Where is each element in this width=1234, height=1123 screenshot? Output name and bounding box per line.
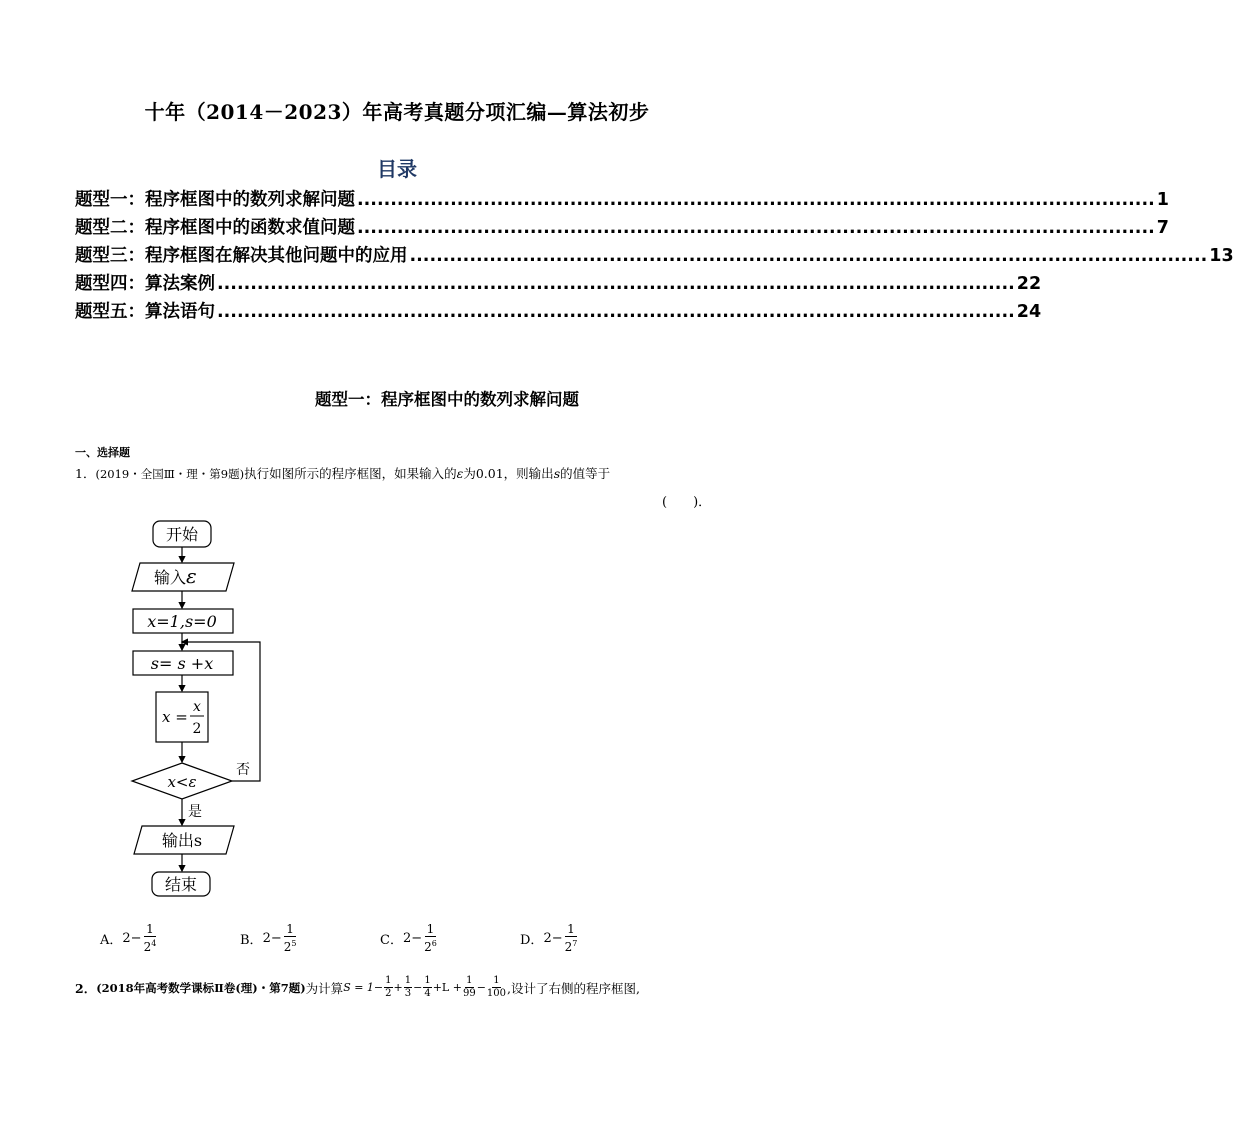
toc-item-label: 题型四：算法案例: [75, 274, 215, 294]
toc-item-page: 13: [1209, 246, 1234, 266]
toc-item-page: 22: [1016, 274, 1042, 294]
flowchart-update-x-den: 2: [192, 721, 202, 737]
toc-item-label: 题型二：程序框图中的函数求值问题: [75, 218, 355, 238]
flowchart-update-x-num: x: [193, 699, 201, 715]
question-2-text: 2． (2018年高考数学课标Ⅱ卷(理)・第7题) 为计算 S = 1− $\frac{1}{2}$ + $\frac{1}{3}$ − $\frac{1}{4}$ +L + $\frac{1}{99}$ − $\frac{1}{100}$ ,设计了右侧的程序框图,: [75, 975, 640, 999]
toc-item[interactable]: [75, 298, 1042, 326]
flowchart-yes-label: 是: [188, 804, 202, 820]
toc-heading: 目录: [377, 157, 417, 181]
flowchart-end-label: 结束: [164, 875, 198, 894]
option-a[interactable]: A． 2− $\frac{1}{2^4}$: [100, 922, 157, 954]
toc-item-page: 24: [1016, 302, 1042, 322]
flowchart-update-x-lhs: x =: [162, 708, 188, 726]
option-d[interactable]: D． 2− $\frac{1}{2^7}$: [520, 922, 578, 954]
question-source: (2019・全国Ⅲ・理・第9题): [95, 467, 245, 481]
toc-item-label: 题型五：算法语句: [75, 302, 215, 322]
table-of-contents: [75, 186, 1234, 326]
toc-item-page: 7: [1156, 218, 1169, 238]
epsilon-var: ε: [456, 466, 464, 481]
option-b[interactable]: B． 2− $\frac{1}{2^5}$: [240, 922, 297, 954]
question-1-text: [75, 464, 715, 482]
toc-item-page: 1: [1156, 190, 1169, 210]
question-number: 2．: [75, 980, 97, 996]
sum-lhs: S = 1−: [343, 981, 384, 994]
question-number: 1．: [75, 466, 96, 481]
question-source: (2018年高考数学课标Ⅱ卷(理)・第7题): [96, 980, 306, 995]
question-text: 的值等于: [560, 466, 611, 481]
toc-leader-dots: ........................................................................................................................: [357, 190, 1155, 210]
toc-item-label: 题型三：程序框图在解决其他问题中的应用: [75, 246, 408, 266]
document-title: 十年（2014－2023）年高考真题分项汇编—算法初步: [144, 100, 650, 124]
toc-item[interactable]: [75, 214, 1169, 242]
flowchart-update-s-label: s= s +x: [150, 654, 214, 673]
toc-leader-dots: ........................................................................................................................: [357, 218, 1155, 238]
toc-item[interactable]: [75, 242, 1234, 270]
flowchart: [120, 515, 270, 900]
part-label: 一、选择题: [75, 446, 130, 459]
question-text: 为0.01，则输出: [463, 466, 554, 481]
toc-leader-dots: ........................................................................................................................: [217, 302, 1015, 322]
flowchart-no-label: 否: [236, 762, 250, 778]
flowchart-start-label: 开始: [165, 525, 199, 544]
toc-item-label: 题型一：程序框图中的数列求解问题: [75, 190, 355, 210]
option-c[interactable]: C． 2− $\frac{1}{2^6}$: [380, 922, 437, 954]
s-var: s: [553, 466, 561, 481]
toc-leader-dots: ........................................................................................................................: [217, 274, 1015, 294]
answer-blank: ( )．: [662, 495, 712, 510]
toc-item[interactable]: [75, 270, 1042, 298]
flowchart-input-label: 输入ε: [154, 564, 197, 588]
flowchart-output-label: 输出s: [161, 831, 203, 850]
toc-item[interactable]: [75, 186, 1169, 214]
question-text: 执行如图所示的程序框图，如果输入的: [244, 466, 457, 481]
flowchart-init-label: x=1,s=0: [147, 612, 217, 631]
section-heading: 题型一：程序框图中的数列求解问题: [315, 390, 579, 409]
flowchart-condition-label: x<ε: [167, 773, 197, 791]
toc-leader-dots: ........................................................................................................................: [409, 246, 1208, 266]
